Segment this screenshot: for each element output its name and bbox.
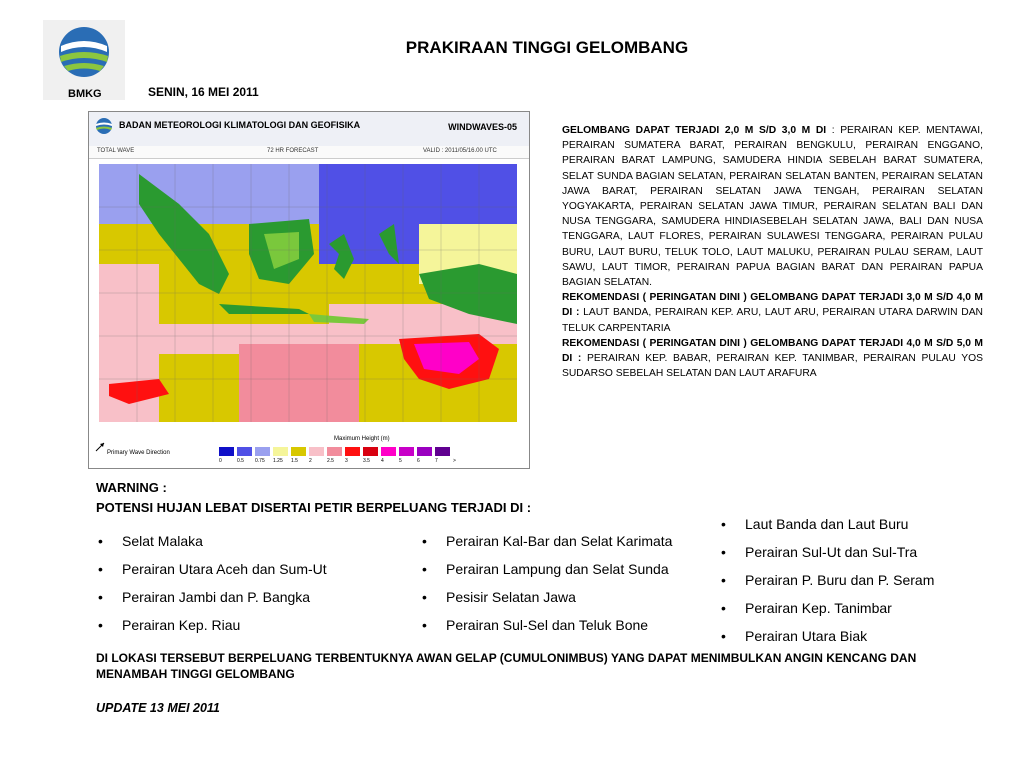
map-product-name: WINDWAVES-05 — [448, 122, 517, 132]
map-legend — [89, 424, 529, 468]
warning-4-5m-heading: REKOMENDASI ( PERINGATAN DINI ) GELOMBANG DAPAT TERJADI 4,0 M S/D 5,0 M DI : — [562, 337, 983, 365]
legend-tick-label: 1.5 — [291, 458, 298, 464]
total-wave-label: TOTAL WAVE — [97, 148, 135, 154]
max-height-label: Maximum Height (m) — [334, 436, 390, 442]
list-item: • Selat Malaka — [96, 533, 327, 561]
legend-color-swatch — [417, 447, 432, 456]
warning-heading: WARNING : — [96, 480, 167, 495]
list-item: • Perairan P. Buru dan P. Seram — [719, 572, 934, 600]
legend-color-swatch — [273, 447, 288, 456]
warning-3-4m-heading: REKOMENDASI ( PERINGATAN DINI ) GELOMBANG DAPAT TERJADI 3,0 M S/D 4,0 M DI : — [562, 292, 983, 319]
legend-tick-label: 2.5 — [327, 458, 334, 464]
rain-areas-list-2 — [420, 533, 672, 645]
wave-direction-arrow-icon — [95, 442, 105, 452]
map-subheader — [89, 146, 529, 159]
warning-footer: DI LOKASI TERSEBUT BERPELUANG TERBENTUKNYA AWAN GELAP (CUMULONIMBUS) YANG DAPAT MENIMBULKAN ANGIN KENCANG DAN MENAMBAH TINGGI GELOMBANG — [96, 651, 917, 681]
wave-forecast-text — [562, 123, 983, 381]
forecast-label: 72 HR FORECAST — [267, 148, 319, 154]
legend-color-swatch — [219, 447, 234, 456]
legend-tick-label: 1.25 — [273, 458, 283, 464]
legend-color-swatch — [435, 447, 450, 456]
list-item: • Perairan Sul-Ut dan Sul-Tra — [719, 544, 934, 572]
warning-3-4m-areas: LAUT BANDA, PERAIRAN KEP. ARU, LAUT ARU, PERAIRAN UTARA DARWIN DAN TELUK CARPENTARIA — [562, 307, 983, 334]
list-item: • Perairan Kep. Riau — [96, 617, 327, 645]
page-title: PRAKIRAAN TINGGI GELOMBANG — [405, 38, 689, 57]
map-header — [89, 112, 529, 147]
list-item: • Laut Banda dan Laut Buru — [719, 516, 934, 544]
legend-color-swatch — [291, 447, 306, 456]
legend-tick-label: 3 — [345, 458, 348, 464]
map-image — [99, 164, 517, 422]
wave-direction-label: Primary Wave Direction — [107, 450, 170, 456]
list-item: • Perairan Utara Biak — [719, 628, 934, 656]
legend-tick-label: 0 — [219, 458, 222, 464]
list-item: • Perairan Kep. Tanimbar — [719, 600, 934, 628]
rain-areas-list-1 — [96, 533, 327, 645]
list-item: • Perairan Jambi dan P. Bangka — [96, 589, 327, 617]
legend-tick-label: 2 — [309, 458, 312, 464]
legend-color-swatch — [381, 447, 396, 456]
legend-tick-label: 0.5 — [237, 458, 244, 464]
legend-tick-label: 0.75 — [255, 458, 265, 464]
list-item: • Perairan Utara Aceh dan Sum-Ut — [96, 561, 327, 589]
legend-tick-label: 4 — [381, 458, 384, 464]
legend-color-swatch — [345, 447, 360, 456]
forecast-date: SENIN, 16 MEI 2011 — [148, 85, 259, 99]
map-bmkg-logo-icon — [95, 117, 113, 135]
valid-label: VALID : 2011/05/16.00 UTC — [423, 148, 497, 154]
list-item: • Perairan Lampung dan Selat Sunda — [420, 561, 672, 589]
wave-2-3m-areas: : PERAIRAN KEP. MENTAWAI, PERAIRAN SUMATERA BARAT, PERAIRAN BENGKULU, PERAIRAN ENGGANO, PERAIRAN BARAT LAMPUNG, SAMUDERA HINDIA SEBELAH BARAT SUMATERA, SELAT SUNDA BAGIAN SELATAN, PERAIRAN SELATAN BANTEN, PERAIRAN SELATAN JAWA BARAT, PERAIRAN SELATAN JAWA TENGAH, PERAIRAN SELATAN YOGYAKARTA, PERAIRAN SELATAN JAWA TIMUR, PERAIRAN SELATAN BALI DAN NUSA TENGGARA, SAMUDERA HINDIASEBELAH SELATAN JAWA, BALI DAN NUSA TENGGARA, LAUT FLORES, PERAIRAN SULAWESI TENGGARA, PERAIRAN PULAU BURU, LAUT BURU, TELUK TOLO, LAUT MALUKU, PERAIRAN PULAU SERAM, LAUT SAWU, LAUT TIMOR, PERAIRAN PAPUA BAGIAN BARAT DAN PERAIRAN PAPUA BAGIAN SELATAN. — [562, 125, 983, 289]
legend-color-swatch — [237, 447, 252, 456]
list-item: • Perairan Kal-Bar dan Selat Karimata — [420, 533, 672, 561]
legend-color-swatch — [309, 447, 324, 456]
legend-tick-label: > — [453, 458, 456, 464]
legend-color-swatch — [399, 447, 414, 456]
warning-4-5m-areas: PERAIRAN KEP. BABAR, PERAIRAN KEP. TANIMBAR, PERAIRAN PULAU YOS SUDARSO SEBELAH SELATAN DAN LAUT ARAFURA — [562, 353, 983, 380]
warning-subheading: POTENSI HUJAN LEBAT DISERTAI PETIR BERPELUANG TERJADI DI : — [96, 500, 532, 515]
legend-tick-label: 5 — [399, 458, 402, 464]
logo-label: BMKG — [68, 88, 102, 100]
wave-forecast-map — [88, 111, 530, 469]
legend-color-swatch — [327, 447, 342, 456]
list-item: • Perairan Sul-Sel dan Teluk Bone — [420, 617, 672, 645]
list-item: • Pesisir Selatan Jawa — [420, 589, 672, 617]
rain-areas-list-3 — [719, 516, 934, 656]
legend-color-swatch — [255, 447, 270, 456]
legend-tick-label: 6 — [417, 458, 420, 464]
legend-tick-label: 7 — [435, 458, 438, 464]
wave-2-3m-heading: GELOMBANG DAPAT TERJADI 2,0 M S/D 3,0 M DI — [562, 125, 827, 136]
legend-color-swatch — [363, 447, 378, 456]
update-date: UPDATE 13 MEI 2011 — [96, 701, 220, 715]
map-agency-title: BADAN METEOROLOGI KLIMATOLOGI DAN GEOFISIKA — [119, 120, 361, 130]
legend-tick-label: 3.5 — [363, 458, 370, 464]
